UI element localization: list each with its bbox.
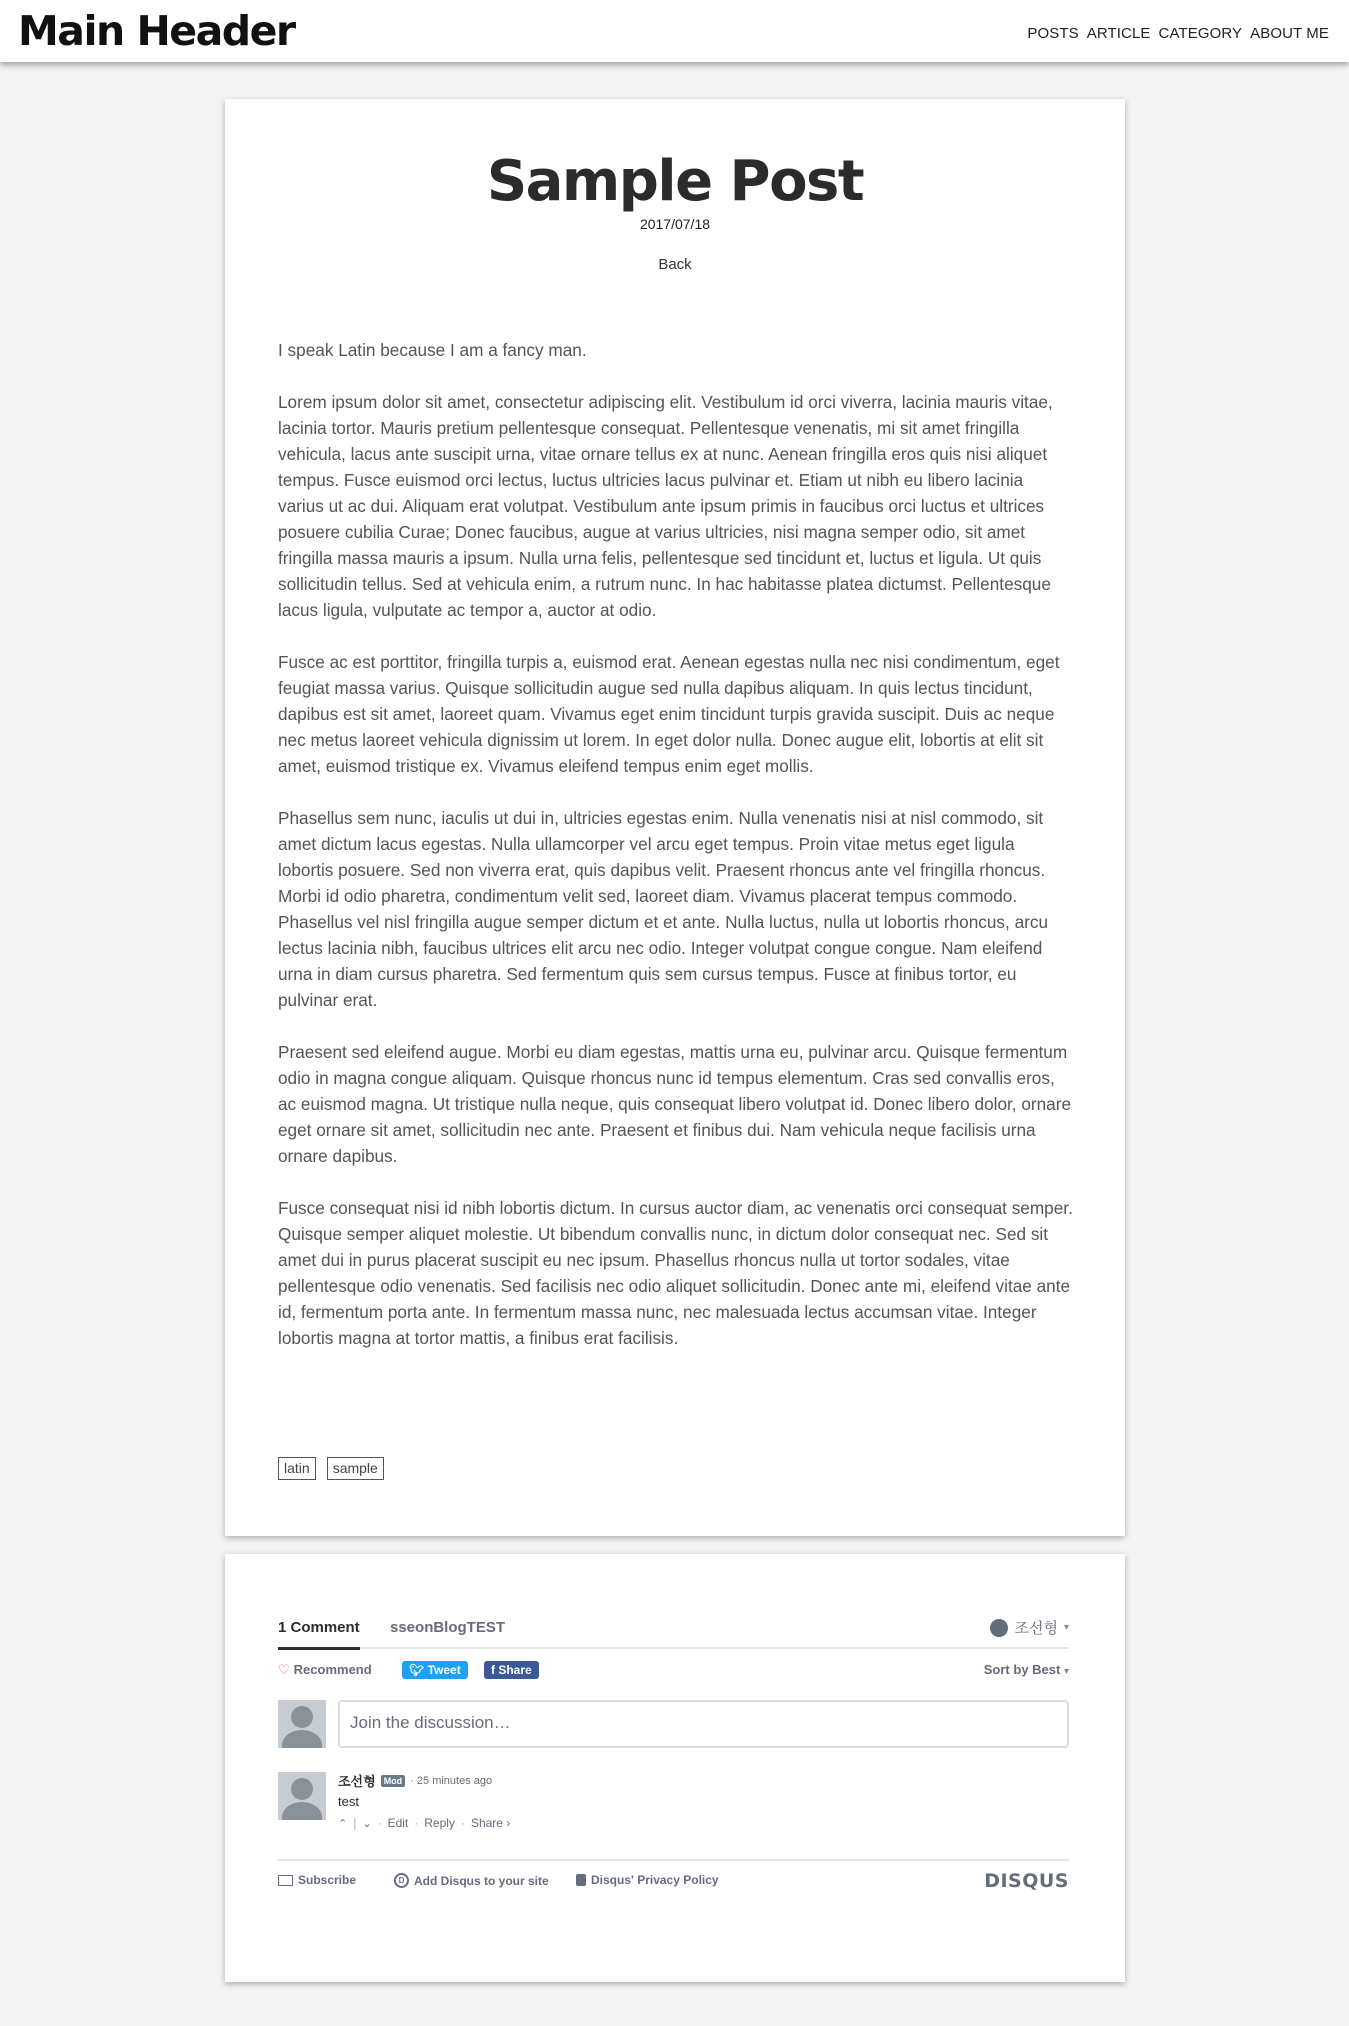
downvote-icon[interactable]: ⌄ xyxy=(362,1817,372,1830)
dot-separator: · xyxy=(377,1816,382,1830)
post-paragraph: Phasellus sem nunc, iaculis ut dui in, ultricies egestas enim. Nulla venenatis nisi at nisl commodo, sit amet dictum lacus egestas. Nulla ullamcorper vel arcu eget tempus. Proin vitae metus eget ligula lobortis posuere. Sed non viverra erat, quis dapibus velit. Praesent rhoncus ante vel fringilla rhoncus. Morbi id odio pharetra, condimentum velit sed, laoreet diam. Vivamus placerat tempus commodo. Phasellus vel nisl fringilla augue semper dictum et et ante. Nulla luctus, nulla ut lobortis rhoncus, arcu lectus lacinia nibh, faucibus ultrices elit arcu nec odio. Integer volutpat congue congue. Nam eleifend urna in diam cursus pharetra. Sed fermentum quis sem cursus tempus. Fusce at finibus tortor, eu pulvinar erat. xyxy=(278,808,1049,1010)
nav-article[interactable]: ARTICLE xyxy=(1086,25,1151,42)
dot-separator: · xyxy=(414,1816,419,1830)
disqus-logo[interactable]: DISQUS xyxy=(984,1870,1069,1892)
tweet-button[interactable] xyxy=(402,1661,468,1679)
facebook-icon: f xyxy=(491,1663,495,1677)
heart-icon: ♡ xyxy=(278,1662,290,1677)
tag-latin[interactable]: latin xyxy=(278,1457,316,1480)
avatar-head-shape xyxy=(291,1706,313,1728)
avatar-head-shape xyxy=(291,1778,313,1800)
comment-header xyxy=(338,1771,492,1790)
subscribe-link[interactable] xyxy=(278,1873,356,1887)
upvote-icon[interactable]: ⌃ xyxy=(338,1817,348,1830)
site-title[interactable]: Main Header xyxy=(18,7,295,55)
dot-separator: · xyxy=(460,1816,465,1830)
comments-tabs xyxy=(278,1619,1069,1649)
avatar-body-shape xyxy=(282,1730,322,1748)
comment-author[interactable]: 조선형 xyxy=(338,1774,376,1789)
add-disqus-link[interactable] xyxy=(394,1873,549,1888)
post-paragraph: Fusce consequat nisi id nibh lobortis dictum. In cursus auctor diam, ac venenatis orci consequat semper. Quisque semper aliquet molestie. Ut bibendum convallis nunc, in dictum dolor consequat nec. Sed sit amet dui in purus placerat suscipit eu nec ipsum. Phasellus rhoncus nulla ut tortor sodales, vitae pellentesque odio venenatis. Sed facilisis nec odio aliquet sollicitudin. Donec ante mi, eleifend vitae ante id, fermentum porta ante. In fermentum massa nunc, nec malesuada lectus accumsan vitae. Integer lobortis magna at tortor mattis, a finibus erat facilisis. xyxy=(278,1198,1073,1348)
disqus-d-icon: D xyxy=(394,1873,409,1888)
join-discussion-input[interactable]: Join the discussion… xyxy=(338,1700,1069,1748)
divider: | xyxy=(353,1816,357,1830)
edit-link[interactable]: Edit xyxy=(387,1816,409,1830)
post-title: Sample Post xyxy=(486,149,864,214)
privacy-policy-link[interactable] xyxy=(576,1873,719,1887)
nav-about-me[interactable]: ABOUT ME xyxy=(1250,25,1329,42)
post-paragraph: Praesent sed eleifend augue. Morbi eu diam egestas, mattis urna eu, pulvinar arcu. Quisque fermentum odio in magna congue aliquam. Quisque rhoncus nunc id tempus elementum. Cras sed convallis eros, ac euismod magna. Ut tristique nulla neque, quis consequat libero volutpat id. Donec libero dolor, ornare eget ornare sit amet, sollicitudin nec ante. Praesent et finibus dui. Nam vehicula neque facilisis urna ornare dapibus. xyxy=(278,1042,1072,1166)
comments-card xyxy=(225,1554,1125,1982)
share-label: Share xyxy=(498,1663,532,1677)
post-paragraph: Fusce ac est porttitor, fringilla turpis a, euismod erat. Aenean egestas nulla nec nisi condimentum, eget feugiat massa varius. Quisque sollicitudin augue sed nulla dapibus aliquam. In quis lectus tincidunt, dapibus est sit amet, laoreet quam. Vivamus eget enim tincidunt turpis gravida suscipit. Duis ac neque nec metus laoreet vehicula dignissim ut lorem. In eget dolor nulla. Donec augue elit, lobortis at elit sit amet, euismod tristique ex. Vivamus eleifend tempus enim eget mollis. xyxy=(278,652,1060,776)
recommend-button[interactable] xyxy=(278,1662,372,1678)
user-menu[interactable] xyxy=(990,1617,1069,1638)
mod-badge: Mod xyxy=(381,1775,406,1787)
caret-down-icon: ▾ xyxy=(1063,1666,1069,1677)
top-header xyxy=(0,0,1349,62)
comment-footer xyxy=(338,1816,510,1830)
user-avatar xyxy=(278,1700,326,1748)
comment-text: test xyxy=(338,1794,359,1809)
share-link[interactable]: Share › xyxy=(470,1816,511,1830)
post-date: 2017/07/18 xyxy=(639,216,711,232)
post-body xyxy=(278,337,1073,1377)
post-paragraph: I speak Latin because I am a fancy man. xyxy=(278,340,587,360)
disqus-footer xyxy=(278,1859,1069,1893)
lock-icon xyxy=(576,1874,586,1886)
recommend-label: Recommend xyxy=(293,1662,372,1677)
tweet-label: Tweet xyxy=(427,1663,461,1677)
post-paragraph: Lorem ipsum dolor sit amet, consectetur adipiscing elit. Vestibulum id orci viverra, lacinia mauris vitae, lacinia tortor. Mauris pretium pellentesque consequat. Pellentesque venenatis, mi sit amet fringilla vehicula, lacus ante suscipit urna, vitae ornare tellus ex at nunc. Aenean fringilla eros quis nisi aliquet tempus. Fusce euismod orci lectus, luctus ultricies lacus pulvinar et. Etiam ut nibh eu libero lacinia varius ut ac dui. Aliquam erat volutpat. Vestibulum ante ipsum primis in faucibus orci luctus et ultrices posuere cubilia Curae; Donec faucibus, augue at varius ultricies, nisi magna semper odio, sit amet fringilla massa mauris a ipsum. Nulla urna felis, pellentesque sed tincidunt et, luctus et ligula. Ut quis sollicitudin tellus. Sed at vehicula enim, a rutrum nunc. In hac habitasse platea dictumst. Pellentesque lacus ligula, vulputate ac tempor a, auctor at odio. xyxy=(278,392,1053,620)
comment-avatar[interactable] xyxy=(278,1772,326,1820)
sort-dropdown[interactable] xyxy=(984,1662,1069,1677)
privacy-label: Disqus' Privacy Policy xyxy=(591,1873,719,1887)
add-disqus-label: Add Disqus to your site xyxy=(414,1873,549,1888)
nav-posts[interactable]: POSTS xyxy=(1027,25,1079,42)
reply-link[interactable]: Reply xyxy=(424,1816,455,1830)
avatar-body-shape xyxy=(282,1802,322,1820)
tab-community[interactable]: sseonBlogTEST xyxy=(390,1619,506,1636)
speech-bubble-icon xyxy=(990,1619,1008,1637)
main-nav xyxy=(1027,25,1329,42)
twitter-bird-icon: 🐦︎ xyxy=(409,1663,425,1677)
tag-list xyxy=(278,1457,384,1480)
comment-actions-bar xyxy=(278,1659,1069,1683)
facebook-share-button[interactable] xyxy=(484,1661,539,1679)
caret-down-icon: ▾ xyxy=(1063,1622,1069,1633)
user-name: 조선형 xyxy=(1014,1620,1058,1637)
back-link[interactable]: Back xyxy=(658,256,692,273)
nav-category[interactable]: CATEGORY xyxy=(1158,25,1243,42)
tag-sample[interactable]: sample xyxy=(327,1457,384,1480)
comment-time[interactable]: · 25 minutes ago xyxy=(410,1774,493,1787)
sort-label: Sort by Best xyxy=(983,1662,1061,1677)
envelope-icon xyxy=(278,1875,293,1886)
post-card xyxy=(225,99,1125,1536)
tab-comments[interactable]: 1 Comment xyxy=(278,1619,360,1650)
subscribe-label: Subscribe xyxy=(298,1873,357,1887)
